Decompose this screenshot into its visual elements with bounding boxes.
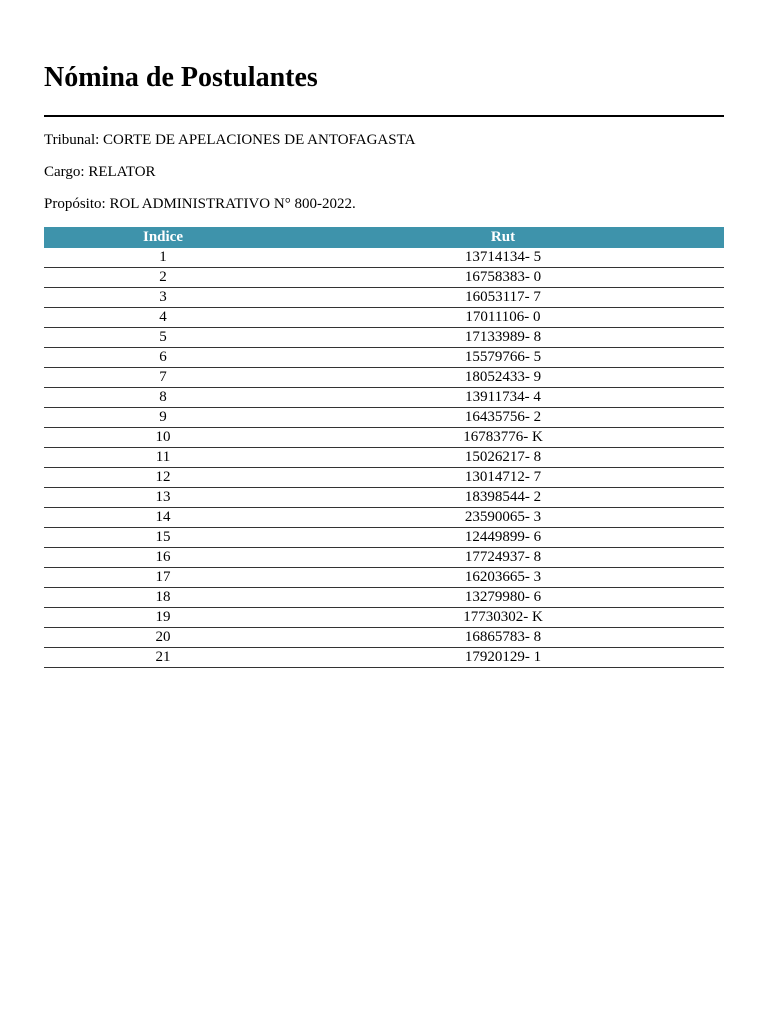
cell-indice: 15 bbox=[44, 528, 282, 548]
cell-indice: 12 bbox=[44, 468, 282, 488]
table-row bbox=[44, 568, 724, 588]
table-row bbox=[44, 488, 724, 508]
title-divider bbox=[44, 115, 724, 117]
cell-indice: 18 bbox=[44, 588, 282, 608]
applicants-table bbox=[44, 227, 724, 668]
table-header bbox=[44, 227, 724, 248]
cell-rut: 17920129- 1 bbox=[282, 648, 724, 668]
cell-rut: 17133989- 8 bbox=[282, 328, 724, 348]
cell-rut: 16053117- 7 bbox=[282, 288, 724, 308]
cell-indice: 13 bbox=[44, 488, 282, 508]
table-row bbox=[44, 328, 724, 348]
proposito-value: ROL ADMINISTRATIVO N° 800-2022. bbox=[109, 196, 356, 212]
cell-indice: 21 bbox=[44, 648, 282, 668]
cell-indice: 6 bbox=[44, 348, 282, 368]
cell-indice: 9 bbox=[44, 408, 282, 428]
cell-indice: 19 bbox=[44, 608, 282, 628]
tribunal-line bbox=[44, 130, 415, 150]
cell-indice: 17 bbox=[44, 568, 282, 588]
tribunal-value: CORTE DE APELACIONES DE ANTOFAGASTA bbox=[103, 132, 416, 148]
table-row bbox=[44, 308, 724, 328]
cell-indice: 20 bbox=[44, 628, 282, 648]
cargo-label: Cargo: bbox=[44, 164, 85, 180]
tribunal-label: Tribunal: bbox=[44, 132, 100, 148]
cell-indice: 3 bbox=[44, 288, 282, 308]
table-row bbox=[44, 648, 724, 668]
cargo-line bbox=[44, 162, 156, 182]
table-row bbox=[44, 248, 724, 268]
cell-rut: 23590065- 3 bbox=[282, 508, 724, 528]
cell-indice: 2 bbox=[44, 268, 282, 288]
cell-indice: 16 bbox=[44, 548, 282, 568]
cell-rut: 17011106- 0 bbox=[282, 308, 724, 328]
table-row bbox=[44, 348, 724, 368]
cell-rut: 16435756- 2 bbox=[282, 408, 724, 428]
cell-rut: 18398544- 2 bbox=[282, 488, 724, 508]
table-row bbox=[44, 408, 724, 428]
table-row bbox=[44, 468, 724, 488]
cell-rut: 16203665- 3 bbox=[282, 568, 724, 588]
table-row bbox=[44, 268, 724, 288]
cell-indice: 4 bbox=[44, 308, 282, 328]
page-title: Nómina de Postulantes bbox=[44, 62, 318, 93]
table-row bbox=[44, 448, 724, 468]
table-row bbox=[44, 628, 724, 648]
proposito-label: Propósito: bbox=[44, 196, 106, 212]
table-header-row bbox=[44, 227, 724, 248]
cell-rut: 18052433- 9 bbox=[282, 368, 724, 388]
cell-rut: 12449899- 6 bbox=[282, 528, 724, 548]
cell-rut: 17724937- 8 bbox=[282, 548, 724, 568]
column-header-indice: Indice bbox=[44, 227, 282, 248]
table-row bbox=[44, 288, 724, 308]
cell-rut: 16783776- K bbox=[282, 428, 724, 448]
cell-indice: 14 bbox=[44, 508, 282, 528]
cell-rut: 13714134- 5 bbox=[282, 248, 724, 268]
table-row bbox=[44, 368, 724, 388]
applicants-table-container bbox=[44, 227, 724, 668]
table-row bbox=[44, 388, 724, 408]
cell-rut: 17730302- K bbox=[282, 608, 724, 628]
table-row bbox=[44, 428, 724, 448]
cell-indice: 10 bbox=[44, 428, 282, 448]
table-row bbox=[44, 508, 724, 528]
cell-rut: 15026217- 8 bbox=[282, 448, 724, 468]
cell-rut: 15579766- 5 bbox=[282, 348, 724, 368]
cell-indice: 5 bbox=[44, 328, 282, 348]
cell-rut: 13911734- 4 bbox=[282, 388, 724, 408]
table-row bbox=[44, 528, 724, 548]
cell-rut: 16865783- 8 bbox=[282, 628, 724, 648]
cell-indice: 8 bbox=[44, 388, 282, 408]
cell-rut: 13014712- 7 bbox=[282, 468, 724, 488]
table-row bbox=[44, 608, 724, 628]
cell-indice: 7 bbox=[44, 368, 282, 388]
cell-indice: 1 bbox=[44, 248, 282, 268]
proposito-line bbox=[44, 194, 356, 214]
table-body bbox=[44, 248, 724, 668]
table-row bbox=[44, 548, 724, 568]
column-header-rut: Rut bbox=[282, 227, 724, 248]
cell-rut: 16758383- 0 bbox=[282, 268, 724, 288]
cargo-value: RELATOR bbox=[88, 164, 156, 180]
cell-indice: 11 bbox=[44, 448, 282, 468]
cell-rut: 13279980- 6 bbox=[282, 588, 724, 608]
table-row bbox=[44, 588, 724, 608]
